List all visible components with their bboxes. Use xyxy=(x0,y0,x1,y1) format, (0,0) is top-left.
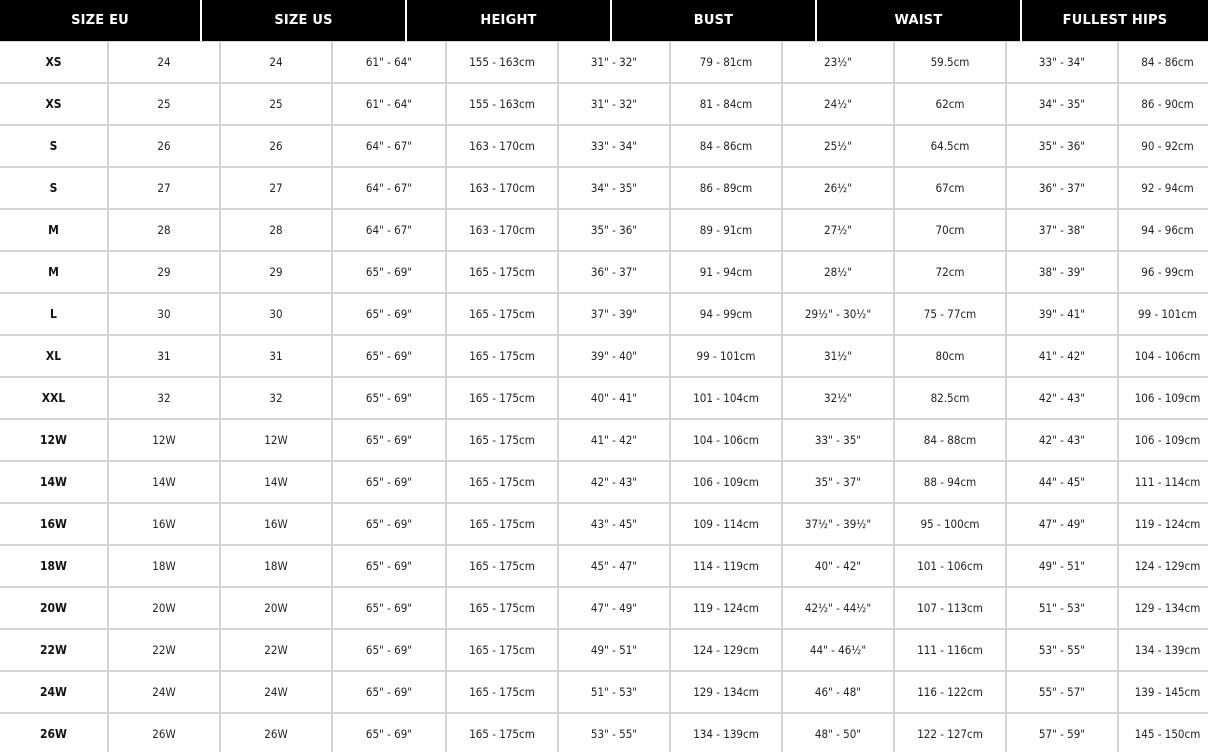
cell-height-cm: 163 - 170cm xyxy=(447,126,557,166)
cell-height-in: 65" - 69" xyxy=(333,504,445,544)
cell-hips-cm: 94 - 96cm xyxy=(1119,210,1208,250)
cell-waist-cm: 72cm xyxy=(895,252,1005,292)
cell-waist-cm: 101 - 106cm xyxy=(895,546,1005,586)
cell-bust-in: 53" - 55" xyxy=(559,714,669,754)
cell-height-cm: 165 - 175cm xyxy=(447,252,557,292)
cell-height-in: 65" - 69" xyxy=(333,672,445,712)
cell-bust-cm: 101 - 104cm xyxy=(671,378,781,418)
cell-waist-in: 32½" xyxy=(783,378,893,418)
cell-size-label: 24W xyxy=(0,672,107,712)
cell-height-in: 65" - 69" xyxy=(333,714,445,754)
cell-hips-cm: 134 - 139cm xyxy=(1119,630,1208,670)
cell-waist-in: 44" - 46½" xyxy=(783,630,893,670)
cell-hips-cm: 124 - 129cm xyxy=(1119,546,1208,586)
cell-waist-cm: 111 - 116cm xyxy=(895,630,1005,670)
cell-waist-in: 35" - 37" xyxy=(783,462,893,502)
cell-bust-in: 34" - 35" xyxy=(559,168,669,208)
cell-hips-cm: 92 - 94cm xyxy=(1119,168,1208,208)
cell-bust-cm: 84 - 86cm xyxy=(671,126,781,166)
cell-size-us: 32 xyxy=(221,378,331,418)
cell-size-us: 27 xyxy=(221,168,331,208)
cell-height-cm: 165 - 175cm xyxy=(447,462,557,502)
cell-hips-cm: 139 - 145cm xyxy=(1119,672,1208,712)
cell-size-label: L xyxy=(0,294,107,334)
cell-size-label: 16W xyxy=(0,504,107,544)
cell-hips-in: 39" - 41" xyxy=(1007,294,1117,334)
cell-height-cm: 163 - 170cm xyxy=(447,210,557,250)
cell-bust-in: 40" - 41" xyxy=(559,378,669,418)
cell-height-in: 64" - 67" xyxy=(333,168,445,208)
cell-bust-in: 35" - 36" xyxy=(559,210,669,250)
cell-bust-cm: 89 - 91cm xyxy=(671,210,781,250)
cell-height-cm: 155 - 163cm xyxy=(447,42,557,82)
cell-waist-in: 24½" xyxy=(783,84,893,124)
cell-hips-cm: 111 - 114cm xyxy=(1119,462,1208,502)
cell-hips-cm: 96 - 99cm xyxy=(1119,252,1208,292)
cell-size-eu: 27 xyxy=(109,168,219,208)
cell-hips-in: 42" - 43" xyxy=(1007,420,1117,460)
size-chart-header xyxy=(0,0,1208,41)
cell-bust-cm: 124 - 129cm xyxy=(671,630,781,670)
cell-size-eu: 29 xyxy=(109,252,219,292)
cell-size-us: 24W xyxy=(221,672,331,712)
cell-size-eu: 25 xyxy=(109,84,219,124)
cell-size-label: M xyxy=(0,210,107,250)
header-fullest-hips: FULLEST HIPS xyxy=(1022,0,1208,41)
cell-hips-in: 51" - 53" xyxy=(1007,588,1117,628)
cell-height-cm: 165 - 175cm xyxy=(447,546,557,586)
cell-height-in: 65" - 69" xyxy=(333,294,445,334)
cell-bust-in: 51" - 53" xyxy=(559,672,669,712)
cell-waist-cm: 84 - 88cm xyxy=(895,420,1005,460)
cell-waist-in: 25½" xyxy=(783,126,893,166)
cell-size-eu: 12W xyxy=(109,420,219,460)
cell-height-cm: 165 - 175cm xyxy=(447,714,557,754)
header-height: HEIGHT xyxy=(407,0,610,41)
header-size-us: SIZE US xyxy=(202,0,405,41)
cell-size-eu: 30 xyxy=(109,294,219,334)
cell-bust-cm: 129 - 134cm xyxy=(671,672,781,712)
cell-height-cm: 163 - 170cm xyxy=(447,168,557,208)
cell-height-in: 64" - 67" xyxy=(333,126,445,166)
cell-hips-in: 35" - 36" xyxy=(1007,126,1117,166)
cell-height-in: 64" - 67" xyxy=(333,210,445,250)
cell-size-eu: 28 xyxy=(109,210,219,250)
cell-waist-cm: 59.5cm xyxy=(895,42,1005,82)
header-bust: BUST xyxy=(612,0,815,41)
cell-size-eu: 14W xyxy=(109,462,219,502)
cell-hips-in: 57" - 59" xyxy=(1007,714,1117,754)
cell-hips-cm: 119 - 124cm xyxy=(1119,504,1208,544)
cell-height-cm: 155 - 163cm xyxy=(447,84,557,124)
cell-hips-cm: 145 - 150cm xyxy=(1119,714,1208,754)
cell-height-cm: 165 - 175cm xyxy=(447,420,557,460)
cell-bust-in: 31" - 32" xyxy=(559,42,669,82)
cell-height-cm: 165 - 175cm xyxy=(447,378,557,418)
cell-size-eu: 18W xyxy=(109,546,219,586)
cell-size-eu: 22W xyxy=(109,630,219,670)
cell-waist-in: 27½" xyxy=(783,210,893,250)
cell-height-in: 65" - 69" xyxy=(333,630,445,670)
cell-height-cm: 165 - 175cm xyxy=(447,504,557,544)
cell-size-label: 26W xyxy=(0,714,107,754)
cell-hips-in: 41" - 42" xyxy=(1007,336,1117,376)
cell-hips-cm: 106 - 109cm xyxy=(1119,420,1208,460)
cell-hips-in: 44" - 45" xyxy=(1007,462,1117,502)
size-chart-body xyxy=(0,41,1208,752)
cell-height-in: 65" - 69" xyxy=(333,462,445,502)
cell-size-label: XXL xyxy=(0,378,107,418)
cell-waist-cm: 116 - 122cm xyxy=(895,672,1005,712)
cell-bust-in: 31" - 32" xyxy=(559,84,669,124)
cell-size-label: 18W xyxy=(0,546,107,586)
header-size-eu: SIZE EU xyxy=(0,0,200,41)
cell-size-eu: 26W xyxy=(109,714,219,754)
cell-waist-in: 46" - 48" xyxy=(783,672,893,712)
cell-waist-in: 37½" - 39½" xyxy=(783,504,893,544)
cell-bust-cm: 119 - 124cm xyxy=(671,588,781,628)
cell-size-eu: 24W xyxy=(109,672,219,712)
cell-bust-cm: 104 - 106cm xyxy=(671,420,781,460)
cell-hips-in: 36" - 37" xyxy=(1007,168,1117,208)
cell-waist-cm: 107 - 113cm xyxy=(895,588,1005,628)
cell-bust-in: 33" - 34" xyxy=(559,126,669,166)
cell-waist-cm: 67cm xyxy=(895,168,1005,208)
cell-bust-in: 41" - 42" xyxy=(559,420,669,460)
cell-size-eu: 26 xyxy=(109,126,219,166)
cell-size-us: 20W xyxy=(221,588,331,628)
cell-size-label: M xyxy=(0,252,107,292)
cell-size-us: 24 xyxy=(221,42,331,82)
cell-waist-cm: 80cm xyxy=(895,336,1005,376)
cell-height-cm: 165 - 175cm xyxy=(447,630,557,670)
cell-size-us: 30 xyxy=(221,294,331,334)
cell-size-us: 16W xyxy=(221,504,331,544)
cell-hips-cm: 90 - 92cm xyxy=(1119,126,1208,166)
header-waist: WAIST xyxy=(817,0,1020,41)
cell-size-us: 26W xyxy=(221,714,331,754)
cell-bust-in: 39" - 40" xyxy=(559,336,669,376)
cell-waist-cm: 64.5cm xyxy=(895,126,1005,166)
cell-bust-cm: 86 - 89cm xyxy=(671,168,781,208)
cell-size-us: 28 xyxy=(221,210,331,250)
cell-hips-in: 47" - 49" xyxy=(1007,504,1117,544)
cell-size-eu: 24 xyxy=(109,42,219,82)
cell-height-cm: 165 - 175cm xyxy=(447,294,557,334)
cell-size-label: 12W xyxy=(0,420,107,460)
cell-bust-in: 36" - 37" xyxy=(559,252,669,292)
cell-waist-cm: 70cm xyxy=(895,210,1005,250)
cell-hips-in: 49" - 51" xyxy=(1007,546,1117,586)
cell-waist-in: 29½" - 30½" xyxy=(783,294,893,334)
cell-waist-cm: 82.5cm xyxy=(895,378,1005,418)
cell-hips-in: 37" - 38" xyxy=(1007,210,1117,250)
cell-height-in: 65" - 69" xyxy=(333,252,445,292)
cell-bust-cm: 106 - 109cm xyxy=(671,462,781,502)
cell-size-eu: 16W xyxy=(109,504,219,544)
cell-waist-cm: 75 - 77cm xyxy=(895,294,1005,334)
cell-waist-in: 31½" xyxy=(783,336,893,376)
cell-size-us: 14W xyxy=(221,462,331,502)
cell-waist-in: 28½" xyxy=(783,252,893,292)
cell-height-cm: 165 - 175cm xyxy=(447,336,557,376)
cell-size-label: 22W xyxy=(0,630,107,670)
cell-height-in: 65" - 69" xyxy=(333,378,445,418)
cell-height-in: 61" - 64" xyxy=(333,42,445,82)
cell-bust-in: 45" - 47" xyxy=(559,546,669,586)
cell-bust-cm: 99 - 101cm xyxy=(671,336,781,376)
cell-bust-cm: 94 - 99cm xyxy=(671,294,781,334)
cell-hips-cm: 129 - 134cm xyxy=(1119,588,1208,628)
cell-hips-in: 55" - 57" xyxy=(1007,672,1117,712)
cell-waist-in: 23½" xyxy=(783,42,893,82)
cell-waist-in: 48" - 50" xyxy=(783,714,893,754)
cell-size-label: 20W xyxy=(0,588,107,628)
cell-waist-in: 33" - 35" xyxy=(783,420,893,460)
cell-hips-in: 42" - 43" xyxy=(1007,378,1117,418)
cell-size-us: 31 xyxy=(221,336,331,376)
cell-hips-cm: 86 - 90cm xyxy=(1119,84,1208,124)
cell-size-eu: 32 xyxy=(109,378,219,418)
cell-hips-in: 33" - 34" xyxy=(1007,42,1117,82)
cell-bust-cm: 114 - 119cm xyxy=(671,546,781,586)
cell-waist-cm: 122 - 127cm xyxy=(895,714,1005,754)
cell-bust-cm: 79 - 81cm xyxy=(671,42,781,82)
cell-height-in: 65" - 69" xyxy=(333,588,445,628)
cell-bust-cm: 81 - 84cm xyxy=(671,84,781,124)
cell-size-label: S xyxy=(0,168,107,208)
cell-height-in: 61" - 64" xyxy=(333,84,445,124)
cell-hips-in: 53" - 55" xyxy=(1007,630,1117,670)
cell-bust-in: 43" - 45" xyxy=(559,504,669,544)
cell-size-us: 26 xyxy=(221,126,331,166)
cell-size-label: XS xyxy=(0,42,107,82)
cell-bust-in: 47" - 49" xyxy=(559,588,669,628)
cell-hips-in: 34" - 35" xyxy=(1007,84,1117,124)
cell-height-in: 65" - 69" xyxy=(333,546,445,586)
cell-size-label: XL xyxy=(0,336,107,376)
cell-height-cm: 165 - 175cm xyxy=(447,588,557,628)
cell-hips-cm: 106 - 109cm xyxy=(1119,378,1208,418)
cell-size-eu: 31 xyxy=(109,336,219,376)
cell-size-eu: 20W xyxy=(109,588,219,628)
cell-height-cm: 165 - 175cm xyxy=(447,672,557,712)
cell-size-us: 25 xyxy=(221,84,331,124)
cell-height-in: 65" - 69" xyxy=(333,420,445,460)
cell-bust-in: 37" - 39" xyxy=(559,294,669,334)
cell-hips-in: 38" - 39" xyxy=(1007,252,1117,292)
cell-waist-cm: 62cm xyxy=(895,84,1005,124)
cell-waist-cm: 88 - 94cm xyxy=(895,462,1005,502)
cell-size-us: 29 xyxy=(221,252,331,292)
cell-hips-cm: 99 - 101cm xyxy=(1119,294,1208,334)
cell-waist-in: 40" - 42" xyxy=(783,546,893,586)
cell-bust-cm: 109 - 114cm xyxy=(671,504,781,544)
cell-bust-cm: 134 - 139cm xyxy=(671,714,781,754)
cell-size-us: 22W xyxy=(221,630,331,670)
cell-size-label: S xyxy=(0,126,107,166)
cell-waist-in: 26½" xyxy=(783,168,893,208)
cell-size-label: XS xyxy=(0,84,107,124)
cell-hips-cm: 84 - 86cm xyxy=(1119,42,1208,82)
cell-bust-in: 42" - 43" xyxy=(559,462,669,502)
cell-hips-cm: 104 - 106cm xyxy=(1119,336,1208,376)
cell-size-label: 14W xyxy=(0,462,107,502)
cell-bust-cm: 91 - 94cm xyxy=(671,252,781,292)
cell-size-us: 18W xyxy=(221,546,331,586)
cell-height-in: 65" - 69" xyxy=(333,336,445,376)
cell-waist-cm: 95 - 100cm xyxy=(895,504,1005,544)
cell-bust-in: 49" - 51" xyxy=(559,630,669,670)
cell-size-us: 12W xyxy=(221,420,331,460)
cell-waist-in: 42½" - 44½" xyxy=(783,588,893,628)
